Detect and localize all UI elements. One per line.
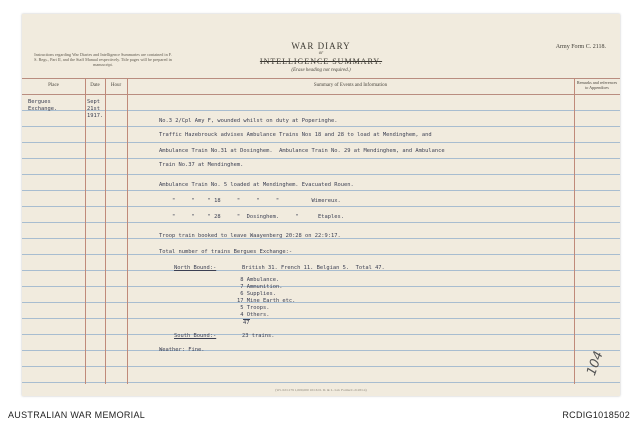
column-divider [574, 78, 575, 384]
or-text: or [318, 51, 324, 56]
entry-line: Troop train booked to leave Waayenberg 20:28 on 22:9:17. [159, 233, 341, 239]
column-divider [85, 78, 86, 384]
instructions-text: Instructions regarding War Diaries and Intelligence Summaries are contained in F. S. Regs., Part II, and the Staff Manual respectively. Title pages will be prepared in manuscript. [34, 52, 172, 67]
form-number: Army Form C. 2118. [555, 44, 606, 50]
ruled-line [22, 110, 620, 111]
column-header-summary: Summary of Events and Information [313, 83, 388, 88]
breakdown-line: 8 Ambulance. [237, 277, 280, 283]
ruled-line [22, 206, 620, 207]
ruled-line [22, 286, 620, 287]
column-header-date: Date [90, 83, 100, 88]
ruled-line [22, 190, 620, 191]
handwritten-page-number: 104 [584, 349, 607, 378]
breakdown-total: 47 [243, 320, 250, 326]
entry-line: No.3 2/Cpl Amy F, wounded whilst on duty at Poperinghe. [159, 118, 338, 124]
war-diary-title: WAR DIARY [291, 41, 351, 51]
entry-line: " " " 28 " Dosinghem. " Etaples. [159, 214, 344, 220]
printer-imprint: (Wt. 02/1179 1,000,000 10/16 D. D. & L. Ltd. Forms/C.2118/14) [275, 388, 367, 392]
ruled-line [22, 158, 620, 159]
weather-line: Weather: Fine. [159, 347, 205, 353]
breakdown-line: 5 Troops. [237, 305, 270, 311]
intelligence-summary-title: INTELLIGENCE SUMMARY. [259, 57, 383, 66]
entry-line: " " " 18 " " " Wimereux. [159, 198, 341, 204]
ruled-line [22, 382, 620, 383]
column-divider [105, 78, 106, 384]
ruled-line [22, 222, 620, 223]
ruled-line [22, 142, 620, 143]
breakdown-line: 4 Others. [237, 312, 270, 318]
ruled-line [22, 318, 620, 319]
archive-reference: RCDIG1018502 [562, 410, 630, 420]
ruled-line [22, 126, 620, 127]
diary-page [22, 14, 620, 396]
ruled-line [22, 366, 620, 367]
ruled-line [22, 254, 620, 255]
erase-note: (Erase heading not required.) [291, 68, 351, 73]
south-bound-total: 23 trains. [242, 333, 275, 339]
header-bottom-rule [22, 94, 620, 95]
north-bound-totals: British 31. French 11. Belgian 5. Total 47. [242, 265, 385, 271]
table-top-rule [22, 78, 620, 79]
date-line-2: 21st [87, 106, 100, 112]
entry-line: Total number of trains Bergues Exchange:- [159, 249, 293, 255]
date-line-1: Sept [87, 99, 100, 105]
column-header-remarks: Remarks and references to Appendices [576, 80, 618, 90]
place-line-1: Bergues [28, 99, 51, 105]
entry-line: Ambulance Train No. 5 loaded at Mendinghem. Evacuated Rouen. [159, 182, 354, 188]
breakdown-line: 17 Mine Earth etc. [237, 298, 296, 304]
entry-line: Train No.37 at Mendinghem. [159, 162, 244, 168]
breakdown-line: 7 Ammunition. [237, 284, 283, 290]
south-bound-label: South Bound:- [174, 333, 217, 339]
column-divider [127, 78, 128, 384]
date-line-3: 1917. [87, 113, 104, 119]
column-header-hour: Hour [110, 83, 122, 88]
archive-credit: AUSTRALIAN WAR MEMORIAL [8, 410, 146, 420]
column-header-place: Place [48, 83, 59, 88]
ruled-line [22, 350, 620, 351]
north-bound-label: North Bound:- [174, 265, 217, 271]
place-line-2: Exchange. [28, 106, 58, 112]
ruled-line [22, 302, 620, 303]
ruled-line [22, 334, 620, 335]
ruled-line [22, 174, 620, 175]
entry-line: Traffic Hazebrouck advises Ambulance Trains Nos 18 and 28 to load at Mendinghem, and [159, 132, 432, 138]
breakdown-line: 6 Supplies. [237, 291, 276, 297]
entry-line: Ambulance Train No.31 at Dosinghem. Ambulance Train No. 29 at Mendinghem, and Ambulance [159, 148, 445, 154]
